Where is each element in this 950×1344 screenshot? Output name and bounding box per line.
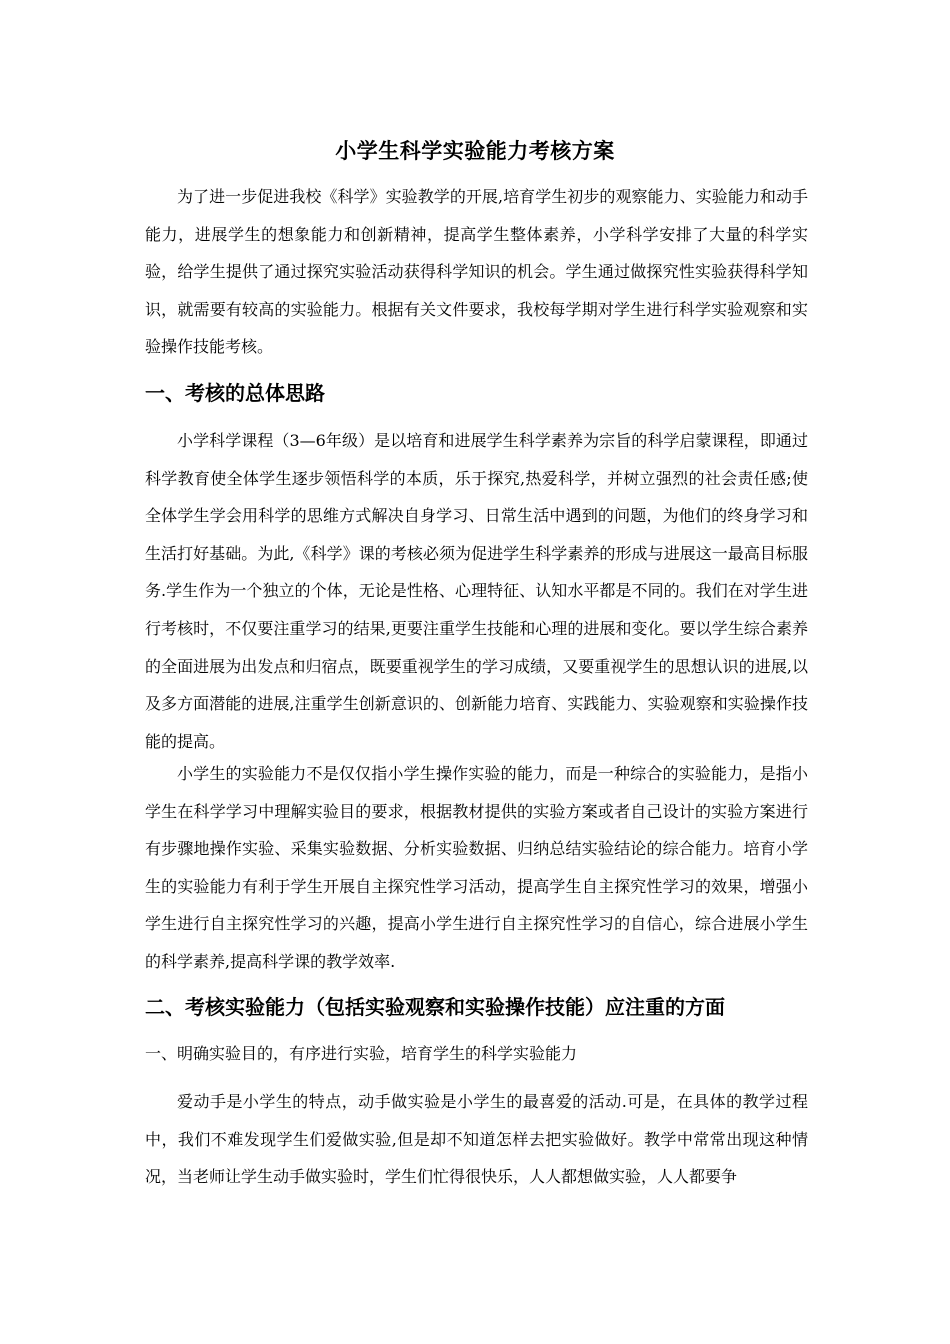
section-1-paragraph-2: 小学生的实验能力不是仅仅指小学生操作实验的能力，而是一种综合的实验能力，是指小学生在科学学习中理解实验目的要求，根据教材提供的实验方案或者自己设计的实验方案进行有步骤地操作实验、采集实验数据、分析实验数据、归纳总结实验结论的综合能力。培育小学生的实验能力有利于学生开展自主探究性学习活动，提高学生自主探究性学习的效果，增强小学生进行自主探究性学习的兴趣，提高小学生进行自主探究性学习的自信心，综合进展小学生的科学素养,提高科学课的教学效率. xyxy=(145,764,808,971)
section-2-heading: 二、考核实验能力（包括实验观察和实验操作技能）应注重的方面 xyxy=(145,995,725,1019)
intro-paragraph: 为了进一步促进我校《科学》实验教学的开展,培育学生初步的观察能力、实验能力和动手能力，进展学生的想象能力和创新精神，提高学生整体素养，小学科学安排了大量的科学实验，给学生提供了通过探究实验活动获得科学知识的机会。学生通过做探究性实验获得科学知识，就需要有较高的实验能力。根据有关文件要求，我校每学期对学生进行科学实验观察和实验操作技能考核。 xyxy=(145,187,808,357)
section-1-heading: 一、考核的总体思路 xyxy=(145,381,325,405)
section-2-subheading-1: 一、明确实验目的，有序进行实验，培育学生的科学实验能力 xyxy=(145,1044,578,1063)
section-2-paragraph-1: 爱动手是小学生的特点，动手做实验是小学生的最喜爱的活动.可是，在具体的教学过程中，我们不难发现学生们爱做实验,但是却不知道怎样去把实验做好。教学中常常出现这种情况，当老师让学生动手做实验时，学生们忙得很快乐，人人都想做实验，人人都要争 xyxy=(145,1092,808,1187)
section-1-paragraph-1: 小学科学课程（3—6年级）是以培育和进展学生科学素养为宗旨的科学启蒙课程，即通过科学教育使全体学生逐步领悟科学的本质，乐于探究,热爱科学，并树立强烈的社会责任感;使全体学生学会用科学的思维方式解决自身学习、日常生活中遇到的问题，为他们的终身学习和生活打好基础。为此,《科学》课的考核必须为促进学生科学素养的形成与进展这一最高目标服务.学生作为一个独立的个体，无论是性格、心理特征、认知水平都是不同的。我们在对学生进行考核时，不仅要注重学习的结果,更要注重学生技能和心理的进展和变化。要以学生综合素养的全面进展为出发点和归宿点，既要重视学生的学习成绩，又要重视学生的思想认识的进展,以及多方面潜能的进展,注重学生创新意识的、创新能力培育、实践能力、实验观察和实验操作技能的提高。 xyxy=(145,431,808,751)
document-title: 小学生科学实验能力考核方案 xyxy=(335,138,615,163)
